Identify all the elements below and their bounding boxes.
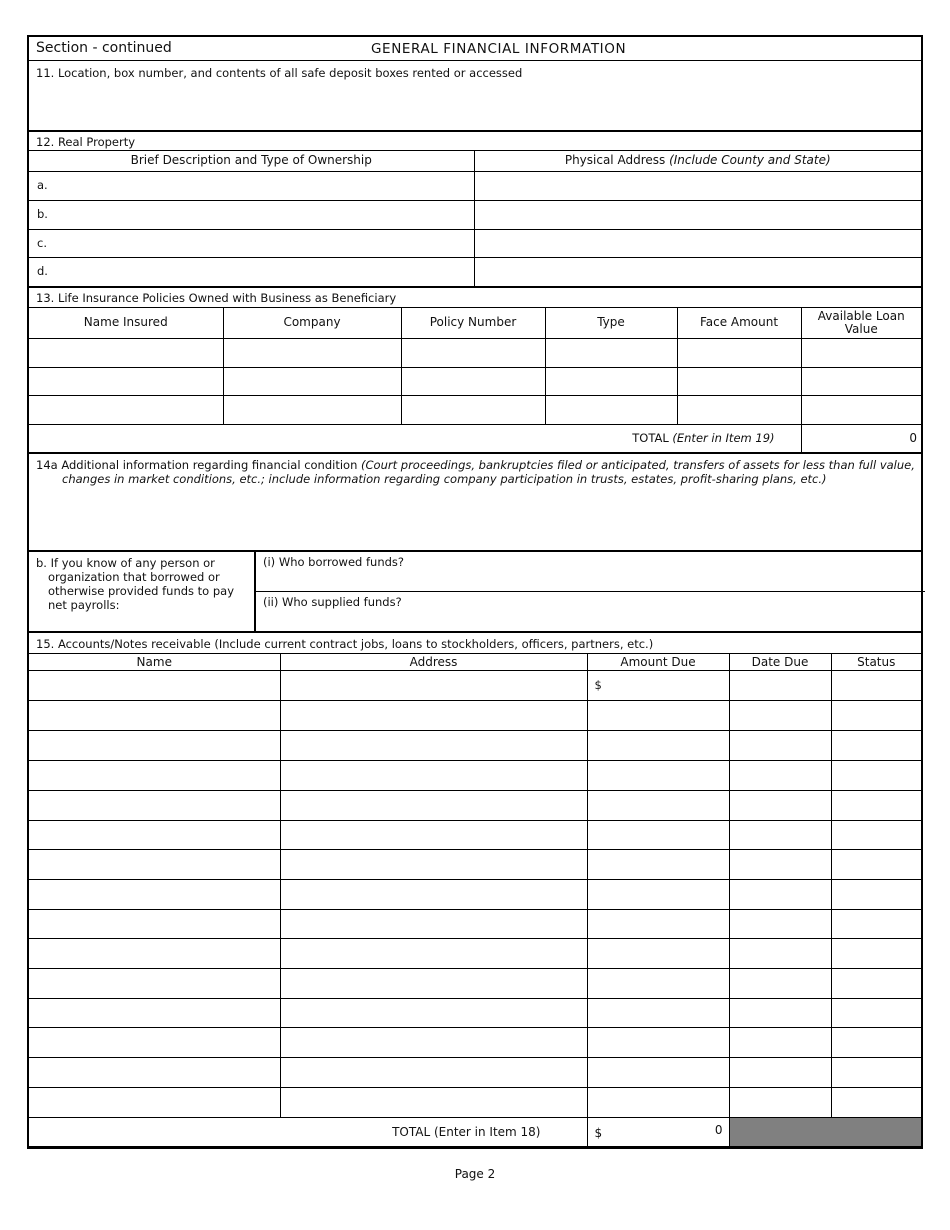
- receivable-address-input[interactable]: [281, 709, 587, 723]
- receivable-row: [29, 1028, 921, 1058]
- receivable-amount-input[interactable]: [588, 1066, 729, 1080]
- property-address-d[interactable]: [475, 265, 922, 279]
- real-property-address-header: Physical Address (Include County and State): [474, 151, 921, 171]
- receivable-amount-input[interactable]: [588, 1096, 729, 1110]
- receivable-status-input[interactable]: [832, 858, 922, 872]
- receivable-amount-input[interactable]: [588, 858, 729, 872]
- receivable-status-input[interactable]: [832, 709, 922, 723]
- receivable-row: [29, 671, 921, 701]
- receivable-address-input[interactable]: [281, 977, 587, 991]
- receivable-amount-input[interactable]: [588, 828, 729, 842]
- loan-value-input[interactable]: [802, 403, 922, 417]
- real-property-row-b: [29, 200, 921, 229]
- item-12-label: 12. Real Property: [36, 135, 136, 149]
- receivable-date-input[interactable]: [730, 1036, 831, 1050]
- receivable-row: [29, 791, 921, 821]
- receivable-row: [29, 1088, 921, 1118]
- total-dollar-sign: $: [594, 1126, 603, 1140]
- receivable-name-input[interactable]: [29, 799, 280, 813]
- receivable-address-input[interactable]: [281, 799, 587, 813]
- type-input[interactable]: [546, 374, 677, 388]
- receivable-name-input[interactable]: [29, 947, 280, 961]
- item-11-safe-deposit: [29, 61, 921, 132]
- loan-value-input[interactable]: [802, 346, 922, 360]
- receivables-total-value: 0: [714, 1123, 723, 1137]
- life-insurance-row: [29, 395, 921, 424]
- life-insurance-table: [29, 308, 921, 454]
- life-insurance-total-label: TOTAL (Enter in Item 19): [29, 424, 801, 453]
- receivable-date-input[interactable]: [730, 977, 831, 991]
- receivable-amount-input[interactable]: [588, 799, 729, 813]
- receivable-amount-input[interactable]: [588, 947, 729, 961]
- property-address-b[interactable]: [475, 208, 922, 222]
- receivable-name-input[interactable]: [29, 917, 280, 931]
- loan-value-input[interactable]: [802, 374, 922, 388]
- receivable-row: [29, 821, 921, 850]
- life-insurance-row: [29, 367, 921, 395]
- section-header: [29, 37, 921, 61]
- real-property-desc-header: Brief Description and Type of Ownership: [29, 151, 474, 171]
- receivable-amount-input[interactable]: [588, 977, 729, 991]
- receivable-row: [29, 731, 921, 761]
- company-input[interactable]: [224, 403, 401, 417]
- col-amount-due: Amount Due: [587, 654, 729, 671]
- name-insured-input[interactable]: [29, 374, 223, 388]
- receivable-date-input[interactable]: [730, 828, 831, 842]
- receivable-status-input[interactable]: [832, 739, 922, 753]
- receivable-amount-input[interactable]: [588, 917, 729, 931]
- who-supplied-label: (ii) Who supplied funds?: [263, 595, 402, 609]
- receivable-status-input[interactable]: [832, 1006, 922, 1020]
- receivable-amount-input[interactable]: [588, 679, 729, 693]
- receivable-date-input[interactable]: [730, 888, 831, 902]
- col-face-amount: Face Amount: [677, 308, 801, 338]
- receivable-status-input[interactable]: [832, 917, 922, 931]
- policy-number-input[interactable]: [402, 403, 545, 417]
- item-11-label: 11. Location, box number, and contents of all safe deposit boxes rented or accessed: [36, 66, 523, 80]
- receivable-name-input[interactable]: [29, 769, 280, 783]
- type-input[interactable]: [546, 403, 677, 417]
- col-name: Name: [29, 654, 280, 671]
- shaded-cell: [729, 1118, 921, 1148]
- receivable-amount-input[interactable]: [588, 769, 729, 783]
- receivable-name-input[interactable]: [29, 977, 280, 991]
- life-insurance-total-row: [29, 424, 921, 453]
- receivable-address-input[interactable]: [281, 1036, 587, 1050]
- receivable-name-input[interactable]: [29, 1006, 280, 1020]
- receivable-status-input[interactable]: [832, 1096, 922, 1110]
- life-insurance-table-wrap: [29, 308, 921, 454]
- real-property-row-d: [29, 257, 921, 287]
- receivable-status-input[interactable]: [832, 977, 922, 991]
- col-address: Address: [280, 654, 587, 671]
- receivable-date-input[interactable]: [730, 709, 831, 723]
- receivable-date-input[interactable]: [730, 799, 831, 813]
- property-address-a[interactable]: [475, 179, 922, 193]
- receivable-name-input[interactable]: [29, 1096, 280, 1110]
- receivables-total-label: TOTAL (Enter in Item 18): [29, 1118, 587, 1148]
- receivable-status-input[interactable]: [832, 888, 922, 902]
- receivable-row: [29, 969, 921, 999]
- receivables-table-wrap: [29, 653, 921, 1149]
- policy-number-input[interactable]: [402, 346, 545, 360]
- receivable-name-input[interactable]: [29, 1066, 280, 1080]
- receivable-status-input[interactable]: [832, 947, 922, 961]
- receivable-row: [29, 999, 921, 1028]
- item-15-header: [29, 633, 921, 653]
- dollar-sign: $: [594, 678, 602, 692]
- receivable-address-input[interactable]: [281, 1096, 587, 1110]
- item-13-header: [29, 288, 921, 308]
- receivable-name-input[interactable]: [29, 888, 280, 902]
- who-borrowed-label: (i) Who borrowed funds?: [263, 555, 405, 569]
- receivable-status-input[interactable]: [832, 769, 922, 783]
- company-input[interactable]: [224, 374, 401, 388]
- property-description-a[interactable]: [29, 179, 474, 193]
- who-borrowed-input[interactable]: [256, 570, 925, 590]
- company-input[interactable]: [224, 346, 401, 360]
- real-property-table: [29, 151, 921, 288]
- col-available-loan-value: Available Loan Value: [801, 308, 921, 338]
- col-name-insured: Name Insured: [29, 308, 223, 338]
- receivable-name-input[interactable]: [29, 739, 280, 753]
- real-property-row-c: [29, 229, 921, 257]
- property-address-c[interactable]: [475, 236, 922, 250]
- property-description-b[interactable]: [29, 208, 474, 222]
- receivable-row: [29, 850, 921, 880]
- row-letter-c: c.: [37, 235, 47, 250]
- receivables-table: [29, 653, 921, 1149]
- receivable-address-input[interactable]: [281, 858, 587, 872]
- receivable-name-input[interactable]: [29, 709, 280, 723]
- financial-info-form: [27, 35, 923, 1149]
- receivable-date-input[interactable]: [730, 739, 831, 753]
- receivable-status-input[interactable]: [832, 799, 922, 813]
- receivable-date-input[interactable]: [730, 858, 831, 872]
- receivable-address-input[interactable]: [281, 679, 587, 693]
- who-supplied-input[interactable]: [256, 610, 925, 630]
- receivable-date-input[interactable]: [730, 769, 831, 783]
- receivable-row: [29, 880, 921, 910]
- col-company: Company: [223, 308, 401, 338]
- receivable-amount-input[interactable]: [588, 1006, 729, 1020]
- receivable-address-input[interactable]: [281, 1066, 587, 1080]
- receivable-date-input[interactable]: [730, 679, 831, 693]
- item-14a-label: 14a Additional information regarding financial condition (Court proceedings, bankruptcies filed or anticipated, transfers of assets for less than full value, changes in market conditions, etc.; include information regarding company participation in trusts, estates, profit-sharing plans, etc.): [36, 458, 915, 486]
- face-amount-input[interactable]: [678, 403, 801, 417]
- receivable-name-input[interactable]: [29, 858, 280, 872]
- receivable-date-input[interactable]: [730, 947, 831, 961]
- receivable-row: [29, 910, 921, 939]
- receivable-amount-input[interactable]: [588, 888, 729, 902]
- additional-info-input[interactable]: [29, 490, 921, 548]
- life-insurance-total-value: 0: [801, 424, 921, 453]
- receivable-address-input[interactable]: [281, 1006, 587, 1020]
- item-14b-label: b. If you know of any person or organization that borrowed or otherwise provided funds to pay net payrolls:: [36, 556, 235, 612]
- item-13-label: 13. Life Insurance Policies Owned with Business as Beneficiary: [36, 291, 397, 305]
- receivable-address-input[interactable]: [281, 947, 587, 961]
- receivable-status-input[interactable]: [832, 1036, 922, 1050]
- receivable-address-input[interactable]: [281, 739, 587, 753]
- receivable-amount-input[interactable]: [588, 1036, 729, 1050]
- item-12-header: [29, 132, 921, 151]
- page-number: Page 2: [454, 1167, 496, 1181]
- type-input[interactable]: [546, 346, 677, 360]
- receivable-row: [29, 761, 921, 791]
- receivable-address-input[interactable]: [281, 917, 587, 931]
- page-title: GENERAL FINANCIAL INFORMATION: [371, 41, 627, 57]
- receivable-address-input[interactable]: [281, 888, 587, 902]
- face-amount-input[interactable]: [678, 374, 801, 388]
- receivable-row: [29, 939, 921, 969]
- real-property-row-a: [29, 171, 921, 200]
- receivable-amount-input[interactable]: [588, 739, 729, 753]
- col-policy-number: Policy Number: [401, 308, 545, 338]
- name-insured-input[interactable]: [29, 403, 223, 417]
- receivable-address-input[interactable]: [281, 828, 587, 842]
- item-15-label: 15. Accounts/Notes receivable (Include current contract jobs, loans to stockholders, officers, partners, etc.): [36, 637, 654, 651]
- receivable-name-input[interactable]: [29, 1036, 280, 1050]
- row-letter-a: a.: [37, 177, 48, 192]
- receivable-name-input[interactable]: [29, 679, 280, 693]
- receivable-date-input[interactable]: [730, 1006, 831, 1020]
- receivable-status-input[interactable]: [832, 1066, 922, 1080]
- policy-number-input[interactable]: [402, 374, 545, 388]
- receivable-status-input[interactable]: [832, 828, 922, 842]
- receivables-total-row: [29, 1118, 921, 1148]
- safe-deposit-input[interactable]: [29, 81, 921, 129]
- receivable-date-input[interactable]: [730, 917, 831, 931]
- receivable-row: [29, 1058, 921, 1088]
- receivable-status-input[interactable]: [832, 679, 922, 693]
- item-14b-payroll-funds: [29, 552, 921, 633]
- receivable-address-input[interactable]: [281, 769, 587, 783]
- receivable-amount-input[interactable]: [588, 709, 729, 723]
- item-14a-additional-info: [29, 454, 921, 552]
- section-label: Section - continued: [36, 40, 172, 56]
- property-description-c[interactable]: [29, 236, 474, 250]
- row-letter-d: d.: [37, 263, 48, 278]
- receivable-date-input[interactable]: [730, 1066, 831, 1080]
- life-insurance-row: [29, 338, 921, 367]
- face-amount-input[interactable]: [678, 346, 801, 360]
- col-status: Status: [831, 654, 921, 671]
- real-property-table-wrap: [29, 151, 921, 288]
- name-insured-input[interactable]: [29, 346, 223, 360]
- receivable-date-input[interactable]: [730, 1096, 831, 1110]
- property-description-d[interactable]: [29, 265, 474, 279]
- receivable-row: [29, 701, 921, 731]
- receivable-name-input[interactable]: [29, 828, 280, 842]
- col-type: Type: [545, 308, 677, 338]
- payroll-funds-questions: [254, 552, 925, 631]
- col-date-due: Date Due: [729, 654, 831, 671]
- row-letter-b: b.: [37, 206, 48, 221]
- receivables-total-cell: [587, 1118, 729, 1148]
